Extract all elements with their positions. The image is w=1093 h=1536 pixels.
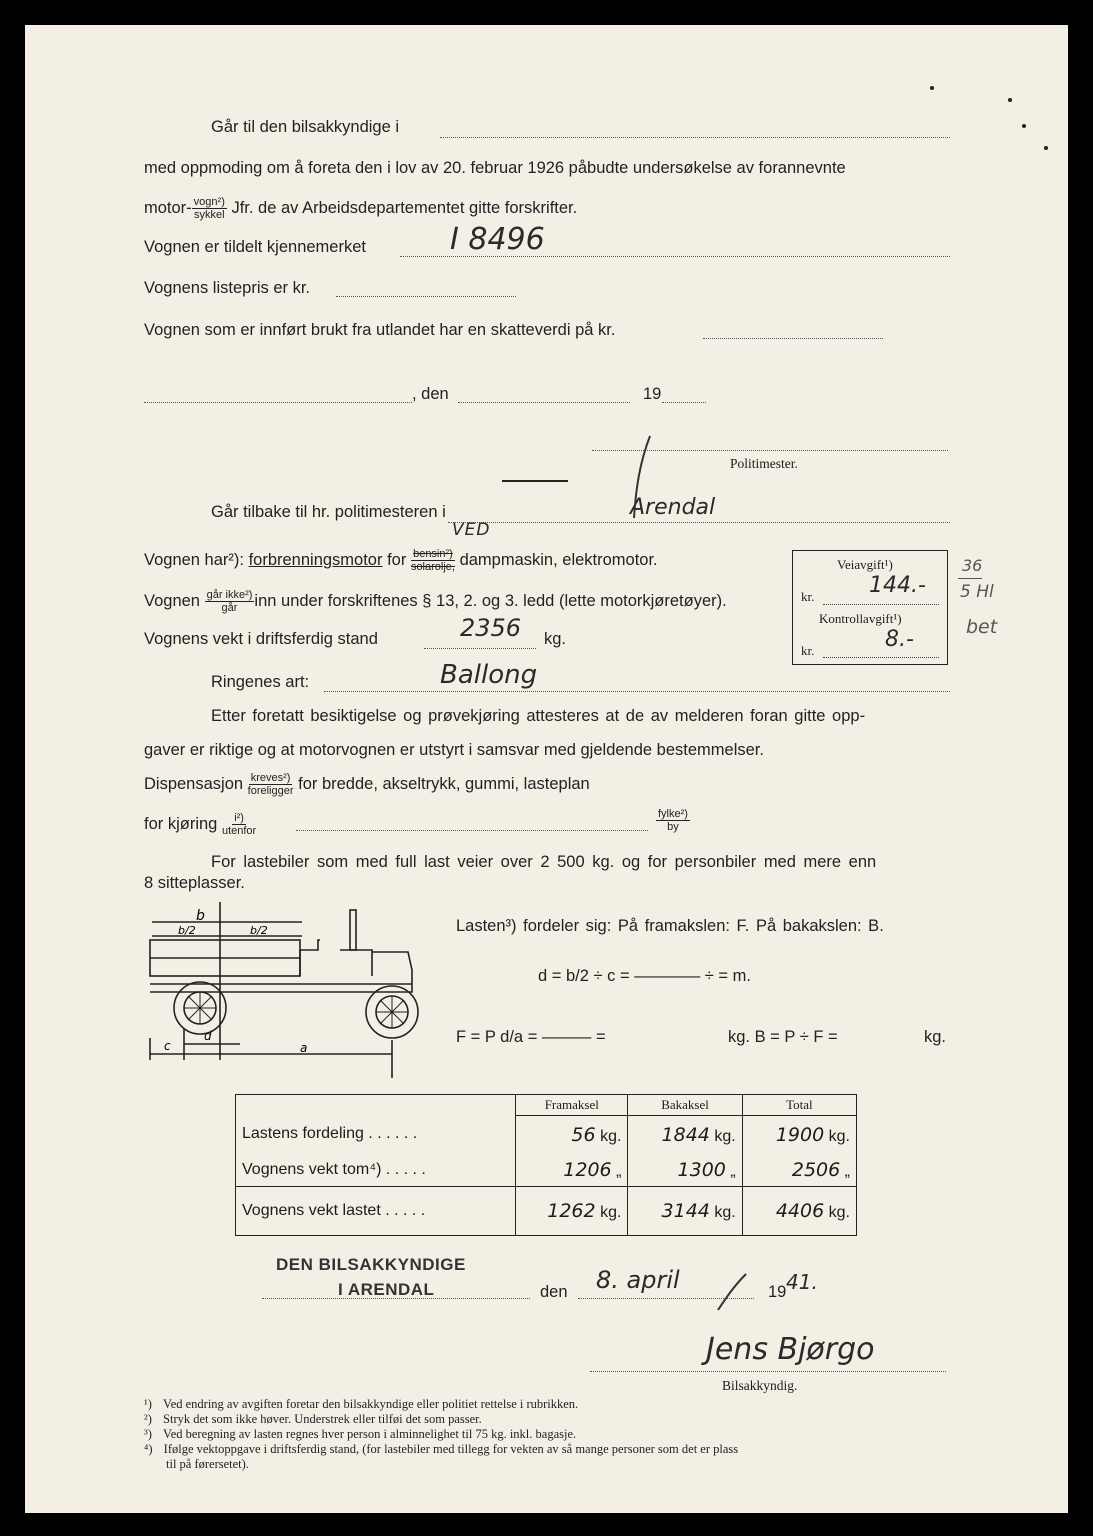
cell-front: 1262 bbox=[547, 1200, 596, 1223]
table-header-blank bbox=[236, 1095, 516, 1116]
fylke-num: fylke²) bbox=[658, 808, 688, 820]
row-label: Vognens vekt lastet . . . . . bbox=[236, 1187, 516, 1236]
stamp-line-1: DEN BILSAKKYNDIGE bbox=[276, 1255, 466, 1274]
footnote-text: Ifølge vektoppgave i driftsferdig stand, (for lastebiler med tillegg for vekten av så mange personer som det er plass bbox=[163, 1442, 739, 1456]
fuel-handwritten: VED bbox=[452, 520, 491, 540]
table-row bbox=[236, 1187, 857, 1236]
row-label: Lastens fordeling . . . . . . bbox=[236, 1116, 516, 1154]
diagram-label-b-half-1: b/2 bbox=[178, 924, 196, 937]
ink-speck bbox=[1022, 124, 1026, 128]
kontrollavgift-value: 8.- bbox=[885, 627, 914, 652]
veiavgift-value: 144.- bbox=[869, 573, 926, 598]
lasten-line: Lasten³) fordeler sig: På framakslen: F. På bakakslen: B. bbox=[456, 917, 884, 935]
gaar-label: Vognen bbox=[144, 591, 200, 610]
laste-line-1: For lastebiler som med full last veier over 2 500 kg. og for personbiler med mere enn bbox=[211, 853, 877, 871]
fylke-fraction-wrap bbox=[656, 808, 690, 833]
kjennemerke-value: I 8496 bbox=[450, 222, 545, 257]
diagram-label-b: b bbox=[196, 908, 205, 924]
disp-label: Dispensasjon bbox=[144, 774, 244, 793]
footnote-mark: ¹) bbox=[144, 1397, 152, 1411]
diagram-label-b-half-2: b/2 bbox=[250, 924, 268, 937]
kg-end: kg. bbox=[924, 1028, 947, 1046]
footnote-1 bbox=[144, 1397, 578, 1412]
skatteverdi-label: Vognen som er innført brukt fra utlandet har en skatteverdi på kr. bbox=[144, 321, 616, 339]
year-field bbox=[662, 402, 706, 403]
kjoring-den: utenfor bbox=[221, 825, 257, 837]
cell-front-unit: „ bbox=[616, 1162, 622, 1180]
ringer-label: Ringenes art: bbox=[211, 673, 310, 691]
footnote-2 bbox=[144, 1412, 482, 1427]
footnote-text: Stryk det som ikke høver. Understrek eller tilføi det som passer. bbox=[163, 1412, 482, 1426]
footnote-mark: ³) bbox=[144, 1427, 152, 1441]
diagram-label-d: d bbox=[204, 1029, 212, 1043]
politimester-label: Politimester. bbox=[730, 456, 798, 471]
skatteverdi-field bbox=[703, 338, 883, 339]
footnote-4 bbox=[144, 1442, 738, 1457]
kontrollavgift-field bbox=[823, 657, 939, 658]
disp-rest: for bredde, akseltrykk, gummi, lasteplan bbox=[298, 774, 590, 793]
cell-total-unit: kg. bbox=[828, 1204, 850, 1222]
kjennemerke-label: Vognen er tildelt kjennemerket bbox=[144, 238, 366, 256]
bilsakkyndig-signature-line bbox=[590, 1371, 946, 1372]
veiavgift-kr: kr. bbox=[801, 589, 815, 604]
fylke-den: by bbox=[667, 821, 679, 833]
ink-speck bbox=[1044, 146, 1048, 150]
table-header-bakaksel: Bakaksel bbox=[628, 1095, 742, 1116]
table-header-framaksel: Framaksel bbox=[516, 1095, 628, 1116]
cell-front: 56 bbox=[571, 1123, 596, 1146]
footnote-3 bbox=[144, 1427, 576, 1442]
footnote-mark: ²) bbox=[144, 1412, 152, 1426]
gaar-til-label: Går til den bilsakkyndige i bbox=[211, 118, 400, 136]
motor-rest: dampmaskin, elektromotor. bbox=[459, 550, 658, 569]
gaar-tilbake-label: Går tilbake til hr. politimesteren i bbox=[211, 503, 446, 521]
date-stroke bbox=[712, 1272, 752, 1312]
motor-prefix: motor- bbox=[144, 198, 192, 217]
disp-num: kreves²) bbox=[250, 772, 291, 784]
gaar-den: går bbox=[221, 602, 238, 614]
gaar-tilbake-value: Arendal bbox=[630, 495, 716, 520]
kg-b-formula: kg. B = P ÷ F = bbox=[728, 1028, 838, 1046]
kontrollavgift-label: Kontrollavgift¹) bbox=[819, 611, 902, 626]
cell-back-unit: kg. bbox=[714, 1204, 736, 1222]
cell-back: 1300 bbox=[677, 1158, 726, 1181]
motor-fraction bbox=[192, 196, 227, 221]
veiavgift-field bbox=[823, 604, 939, 605]
bilsakkyndig-label: Bilsakkyndig. bbox=[722, 1378, 798, 1393]
fuel-den: solarolje, bbox=[410, 561, 455, 573]
disp-den: foreligger bbox=[247, 785, 294, 797]
listepris-field bbox=[336, 296, 516, 297]
kjoring-label: for kjøring bbox=[144, 814, 218, 833]
gaar-rest: inn under forskriftenes § 13, 2. og 3. ledd (lette motorkjøretøyer). bbox=[254, 591, 727, 610]
ringer-field bbox=[324, 691, 950, 692]
ink-speck bbox=[930, 86, 934, 90]
kjoring-line bbox=[144, 812, 256, 837]
cell-front-unit: kg. bbox=[600, 1204, 622, 1222]
oppmoding-text: med oppmoding om å foreta den i lov av 20. februar 1926 påbudte undersøkelse av forannevnte bbox=[144, 159, 846, 177]
gaar-num: går ikke²) bbox=[206, 589, 253, 601]
stamp-line-2: I ARENDAL bbox=[338, 1280, 435, 1299]
gaar-til-field bbox=[440, 137, 950, 138]
signature-stroke bbox=[610, 432, 680, 522]
bottom-year-value: 41. bbox=[786, 1270, 818, 1294]
motor-type-label: Vognen har²): bbox=[144, 550, 244, 569]
cell-back-unit: „ bbox=[730, 1162, 736, 1180]
footnote-mark: ⁴) bbox=[144, 1442, 153, 1456]
motor-suffix: Jfr. de av Arbeidsdepartementet gitte forskrifter. bbox=[231, 198, 578, 217]
footnote-text: Ved beregning av lasten regnes hver person i alminnelighet til 75 kg. inkl. bagasje. bbox=[163, 1427, 577, 1441]
disp-fraction bbox=[248, 772, 294, 797]
footnote-5: til på førersetet). bbox=[166, 1457, 249, 1471]
bottom-year-prefix: 19 bbox=[768, 1283, 787, 1301]
diagram-label-c: c bbox=[164, 1039, 171, 1053]
section-divider bbox=[502, 480, 568, 482]
diagram-label-a: a bbox=[300, 1041, 308, 1055]
veiavgift-label: Veiavgift¹) bbox=[837, 557, 893, 572]
frac-den: sykkel bbox=[193, 209, 225, 221]
table-row bbox=[236, 1116, 857, 1154]
cell-back: 3144 bbox=[661, 1200, 710, 1223]
attest-line-2: gaver er riktige og at motorvognen er utstyrt i samsvar med gjeldende bestemmelser. bbox=[144, 741, 764, 759]
margin-note-1: 36 bbox=[962, 556, 983, 575]
attest-line-1: Etter foretatt besiktigelse og prøvekjøring attesteres at de av melderen foran gitte opp- bbox=[211, 707, 866, 725]
truck-diagram bbox=[140, 900, 430, 1080]
ringer-value: Ballong bbox=[440, 660, 538, 690]
place-field bbox=[144, 402, 412, 403]
gaar-fraction bbox=[205, 589, 255, 614]
motor-type-underlined: forbrenningsmotor bbox=[248, 550, 383, 569]
bottom-date-value: 8. april bbox=[596, 1266, 680, 1294]
table-header-total: Total bbox=[742, 1095, 856, 1116]
fylke-fraction bbox=[656, 808, 690, 833]
f-formula: F = P d/a = ——— = bbox=[456, 1028, 606, 1046]
listepris-label: Vognens listepris er kr. bbox=[144, 279, 310, 297]
row-label: Vognens vekt tom⁴) . . . . . bbox=[236, 1153, 516, 1186]
ink-speck bbox=[1008, 98, 1012, 102]
bottom-den-label: den bbox=[540, 1283, 568, 1301]
kontrollavgift-kr: kr. bbox=[801, 643, 815, 658]
gaar-line bbox=[144, 589, 727, 614]
footnote-text: Ved endring av avgiften foretar den bilsakkyndige eller politiet rettelse i rubrikken. bbox=[163, 1397, 579, 1411]
table-row bbox=[236, 1153, 857, 1186]
stamp-field bbox=[262, 1298, 530, 1299]
cell-back-unit: kg. bbox=[714, 1127, 736, 1145]
fuel-fraction bbox=[411, 548, 455, 573]
kjoring-fraction bbox=[222, 812, 256, 837]
margin-note-3: bet bbox=[966, 616, 998, 638]
cell-front-unit: kg. bbox=[600, 1127, 622, 1145]
year-label: 19 bbox=[643, 385, 662, 403]
dispensasjon-line bbox=[144, 772, 590, 797]
kjoring-field bbox=[296, 830, 648, 831]
kjoring-num: i²) bbox=[234, 812, 244, 824]
avgift-box bbox=[792, 550, 948, 665]
laste-line-2: 8 sitteplasser. bbox=[144, 874, 245, 892]
vekt-value: 2356 bbox=[460, 614, 522, 642]
cell-total: 1900 bbox=[775, 1123, 825, 1146]
margin-note-bar bbox=[958, 578, 982, 579]
cell-total-unit: kg. bbox=[828, 1127, 850, 1145]
vekt-field bbox=[424, 648, 536, 649]
motor-for: for bbox=[387, 550, 407, 569]
cell-total-unit: „ bbox=[844, 1162, 850, 1180]
gaar-tilbake-field bbox=[448, 522, 950, 523]
cell-front: 1206 bbox=[563, 1158, 612, 1181]
fuel-num: bensin²) bbox=[413, 548, 453, 560]
cell-total: 2506 bbox=[791, 1158, 841, 1181]
cell-back: 1844 bbox=[661, 1123, 710, 1146]
d-formula: d = b/2 ÷ c = ———— ÷ = m. bbox=[538, 967, 751, 985]
margin-note-2: 5 Hl bbox=[960, 582, 994, 602]
cell-total: 4406 bbox=[775, 1200, 825, 1223]
motor-line bbox=[144, 196, 577, 221]
signature: Jens Bjørgo bbox=[706, 1332, 875, 1367]
den-label: , den bbox=[412, 385, 449, 403]
frac-num: vogn²) bbox=[193, 196, 225, 208]
vekt-label: Vognens vekt i driftsferdig stand bbox=[144, 630, 378, 648]
weight-table bbox=[235, 1094, 857, 1236]
vekt-unit: kg. bbox=[544, 630, 567, 648]
motor-type-line bbox=[144, 548, 658, 573]
date-field bbox=[458, 402, 630, 403]
